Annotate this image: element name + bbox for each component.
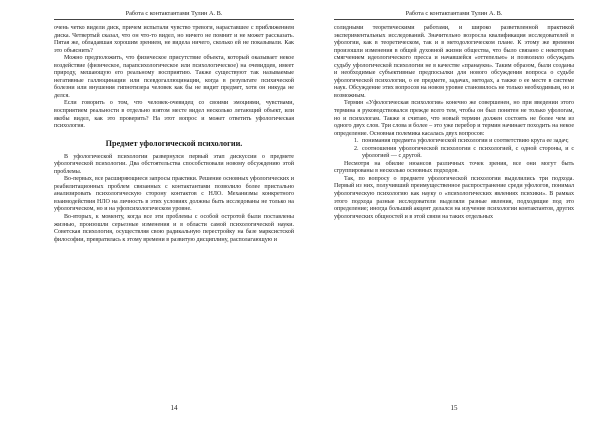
numbered-list xyxy=(334,138,574,161)
paragraph: Во-первых, все расширяющиеся запросы практики. Решение основных уфологических и реабилитационных проблем связанных с контактантами позволило более пристально анализировать психологическую сторону контактов с НЛО. Механизмы конкретного взаимодействия НЛО на личность в этих условиях должны быть исследованы не только на уфологическом, но и на уфопсихологическом уровне. xyxy=(54,176,294,213)
paragraph: Термин «Уфологическая психология» конечно же совершенен, но при введении этого термина я руководствовался прежде всего тем, чтобы он был понятен не только уфологам, но и психологам. Также я считаю, что новый термин должен состоять не более чем из одного двух слов. Три слова и более – это уже перебор и термин начинает походить на некое определение. Основная полемика касалась двух вопросов: xyxy=(334,100,574,137)
page-body xyxy=(54,25,294,244)
left-page xyxy=(54,10,294,414)
list-item: 2. соотношения уфологической психологии с психологией, с одной стороны, и с уфологией — с другой. xyxy=(360,146,574,161)
paragraph: Во-вторых, к моменту, когда все эти проблемы с особой остротой были поставлены жизнью, произошли серьезные изменения и в области самой психологической науки. Советская психология, осуществляя свою радикальную перестройку на базе марксистской философии, превратилась к этому времени в развитую дисциплину, располагающую и xyxy=(54,214,294,243)
page-number: 14 xyxy=(170,404,178,412)
paragraph: В уфологической психологии развернулся первый этап дискуссии о предмете уфологической психологии. Два обстоятельства способствовали новому обсуждению этой проблемы. xyxy=(54,153,294,175)
page-body xyxy=(334,25,574,221)
right-page xyxy=(334,10,574,414)
section-title: Предмет уфологической психологии. xyxy=(105,138,243,148)
paragraph: очень четко видели диск, причем испытали чувство тревоги, нараставшее с приближением диска. Четвертый сказал, что он что-то видел, но ничего не помнит и не может рассказать. Пятая же, обладавшая хорошим зрением, не видела ничего, сколько ей не показывали. Как это объяснить? xyxy=(54,25,294,54)
paragraph: Несмотря на обилие нюансов различных точек зрения, все они могут быть сгруппированы в несколько основных подходов. xyxy=(334,160,574,175)
paragraph: Если говорить о том, что человек-очевидец со своими эмоциями, чувствами, восприятием реальности в отдельно взятом месте видел несколько летающий объект, или якобы видел, как это проверить? На этот вопрос и может ответить уфологическая психология. xyxy=(54,100,294,130)
paragraph: Так, по вопросу о предмете уфологической психологии выделились три подхода. Первый из них, получивший преимущественное распространение среди уфологов, понимал уфологическую психологию как науку о «психологических явлениях психики». В рамках этого подхода разные исследователи выделяли разные явления, подходящие под это определение; иногда больший акцент делался на изучение психологии контактантов, других уфологических общностей и в этой связи на таких отдельных xyxy=(334,175,574,220)
paragraph: солидными теоретическими работами, и широко разветвленной практикой экспериментальных исследований. Значительно возросла квалификация исследователей в уфологии, как в теоретическом, так и в методологическом плане. К этому же времени произошли изменения в общей духовной жизни общества, что было связано с некоторым смягчением идеологического пресса и начавшейся «оттепелью» и позволило обсуждать судьбу уфологической психологии не в качестве «пранаукм». Таким образом, были созданы и необходимые субъективные предпосылки для нового обсуждения вопроса о судьбе уфологической психологии, о ее предмете, задачах, методах, а также о ее месте в системе наук. Обсуждение этих вопросов на новом уровне становилось не только необходимым, но и возможным. xyxy=(334,25,574,99)
list-item: 1. понимания предмета уфологической психологии и соответствию круга ее задач; xyxy=(360,138,574,146)
paragraph: Можно предположить, что физическое присутствие объекта, который оказывает некое воздействие (физическое, парапсихологическое или психологическое) на очевидцев, имеет природу, мешающую его реальному восприятию. Также существуют так называемые негативные галлюцинации или псевдогаллюцинации, когда в результате психической болезни или внушения гипнотизера человек как бы не видит предмет, хотя он никуда не делся. xyxy=(54,55,294,99)
running-header: Работа с контактантами Тулин А. В. xyxy=(334,10,574,20)
running-header: Работа с контактантами Тулин А. В. xyxy=(54,10,294,20)
page-number: 15 xyxy=(450,404,458,412)
